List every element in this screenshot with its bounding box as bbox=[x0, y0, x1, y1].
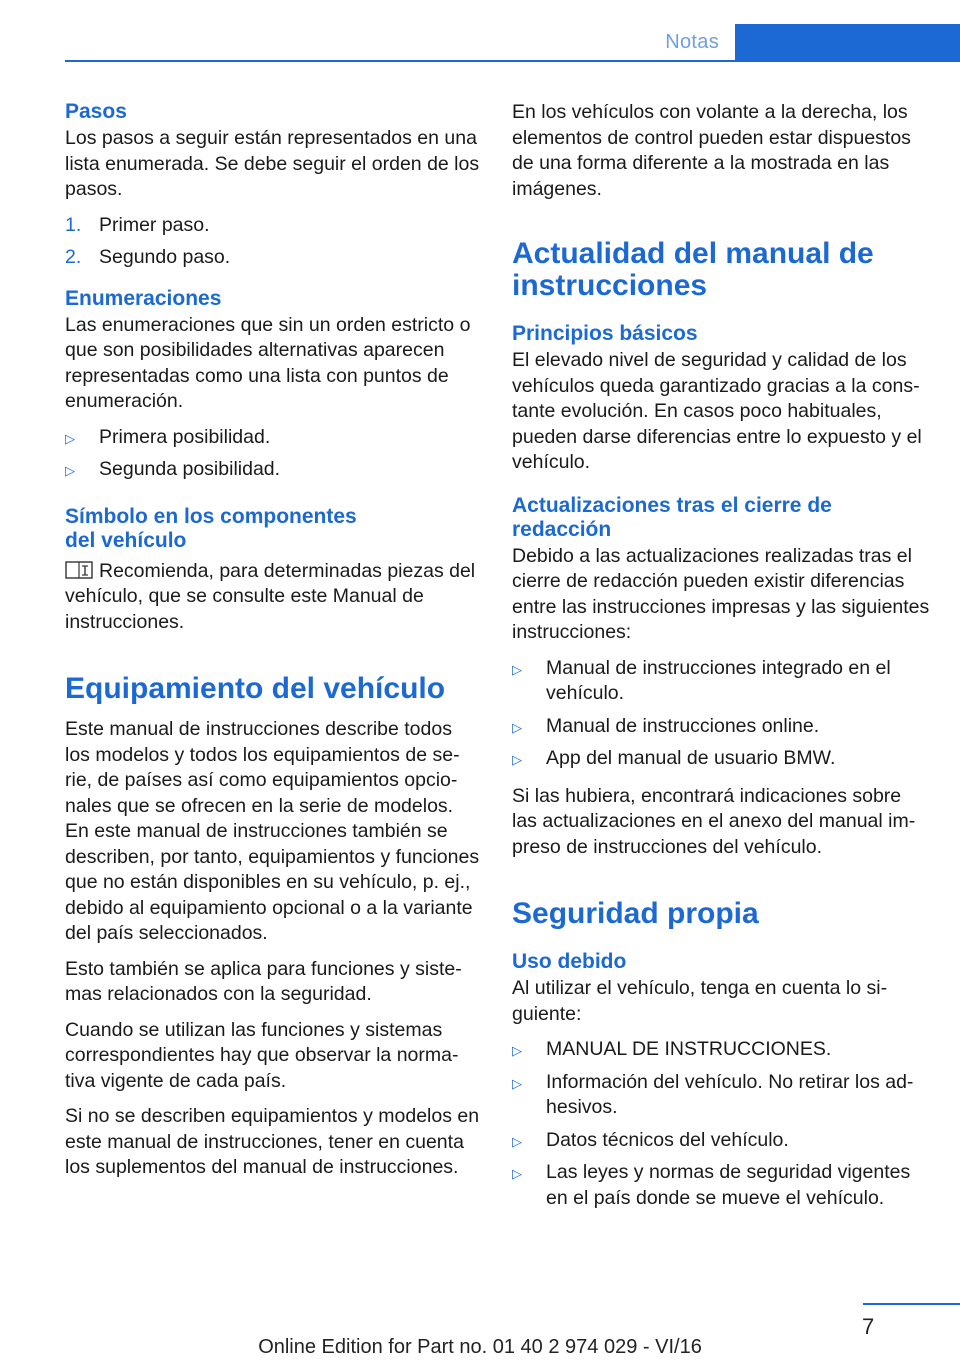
triangle-bullet-icon: ▷ bbox=[65, 430, 75, 446]
triangle-bullet-icon: ▷ bbox=[65, 463, 75, 478]
enum-text: Las enumeraciones que sin un orden estricto o que son posibilidades alternativas aparecen representadas como una lista con puntos de enumeración. bbox=[65, 313, 471, 412]
enum-heading: Enumeraciones bbox=[65, 286, 222, 310]
edition-footer: Online Edition for Part no. 01 40 2 974 029 - VI/16 bbox=[258, 1336, 702, 1358]
triangle-bullet-icon: ▷ bbox=[512, 752, 522, 767]
list-item bbox=[512, 714, 930, 740]
list-item-text: Segunda posibilidad. bbox=[99, 458, 281, 480]
header-rule bbox=[65, 60, 735, 62]
list-item bbox=[512, 1160, 930, 1211]
list-item bbox=[65, 425, 480, 451]
list-item-text: App del manual de usuario BMW. bbox=[546, 747, 836, 769]
section-title: Notas bbox=[665, 31, 719, 53]
symbol-heading-line-2: del vehículo bbox=[65, 528, 187, 552]
list-item bbox=[65, 213, 480, 239]
step-number: 2. bbox=[65, 246, 82, 268]
list-item-text: Primera posibilidad. bbox=[99, 425, 271, 448]
seguridad-heading: Seguridad propia bbox=[512, 897, 759, 930]
updates-text-2: Si las hubiera, encontrará indicaciones sobre las actualizaciones en el anexo del manual impreso de instrucciones del vehículo. bbox=[512, 784, 916, 858]
list-item-text: Datos técnicos del vehículo. bbox=[546, 1128, 789, 1151]
updates-heading: Actualizaciones tras el cierre de redacción bbox=[512, 493, 832, 541]
equip-paragraph-4: Si no se describen equipamientos y modelos en este manual de instrucciones, tener en cuenta los suplementos del manual de instrucciones. bbox=[65, 1105, 480, 1178]
principios-text: El elevado nivel de seguridad y calidad de los vehículos queda garantizado gracias a la constante evolución. En casos poco habituales, pueden darse diferencias entre lo expuesto y el vehículo. bbox=[512, 349, 922, 473]
manual-book-icon bbox=[65, 561, 93, 579]
list-item-text: Primer paso. bbox=[99, 213, 210, 236]
header-tab bbox=[735, 24, 960, 62]
equip-paragraph-2: Esto también se aplica para funciones y sistemas relacionados con la seguridad. bbox=[65, 957, 462, 1005]
steps-list bbox=[65, 213, 480, 271]
list-item bbox=[512, 1128, 930, 1154]
triangle-bullet-icon: ▷ bbox=[512, 1133, 522, 1149]
symbol-text: Recomienda, para determinadas piezas del vehículo, que se consulte este Manual de instrucciones. bbox=[65, 559, 476, 633]
triangle-bullet-icon: ▷ bbox=[512, 719, 522, 735]
uso-text: Al utilizar el vehículo, tenga en cuenta lo siguiente: bbox=[512, 977, 888, 1025]
list-item bbox=[512, 1037, 930, 1063]
equip-paragraph-3: Cuando se utilizan las funciones y sistemas correspondientes hay que observar la normativa vigente de cada país. bbox=[65, 1018, 459, 1092]
list-item bbox=[512, 1070, 930, 1121]
principios-heading: Principios básicos bbox=[512, 322, 698, 345]
list-item bbox=[65, 245, 480, 271]
list-item bbox=[65, 457, 480, 483]
right-column bbox=[512, 100, 930, 1223]
updates-list bbox=[512, 656, 930, 772]
triangle-bullet-icon: ▷ bbox=[512, 1166, 522, 1181]
symbol-heading bbox=[65, 505, 480, 553]
equip-paragraph-1: Este manual de instrucciones describe todos los modelos y todos los equipamientos de serie, de países así como equipamientos opcionales que se ofrecen en la serie de modelos. En este manual de instrucciones también se describen, por tanto, equipamientos y funciones que no están disponibles en su vehículo, p. ej., debido al equipamiento opcional o a la variante del país seleccionados. bbox=[65, 718, 480, 944]
left-column bbox=[65, 100, 480, 1191]
enum-list bbox=[65, 425, 480, 483]
pasos-text: Los pasos a seguir están representados en una lista enumerada. Se debe seguir el orden de los pasos. bbox=[65, 127, 480, 200]
equip-heading: Equipamiento del vehículo bbox=[65, 672, 446, 705]
updates-text: Debido a las actualizaciones realizadas tras el cierre de redacción pueden existir diferencias entre las instrucciones impresas y las siguientes instrucciones: bbox=[512, 544, 930, 643]
pasos-heading: Pasos bbox=[65, 100, 127, 123]
actualidad-heading: Actualidad del manual de instrucciones bbox=[512, 237, 874, 302]
page-number: 7 bbox=[862, 1314, 875, 1339]
list-item-text: Información del vehículo. No retirar los adhesivos. bbox=[546, 1070, 914, 1118]
uso-list bbox=[512, 1037, 930, 1211]
list-item-text: Manual de instrucciones integrado en el vehículo. bbox=[546, 656, 891, 704]
triangle-bullet-icon: ▷ bbox=[512, 1075, 522, 1091]
intro-text: En los vehículos con volante a la derecha, los elementos de control pueden estar dispuestos de una forma diferente a la mostrada en las imágenes. bbox=[512, 101, 911, 200]
step-number: 1. bbox=[65, 213, 82, 236]
list-item-text: Las leyes y normas de seguridad vigentes en el país donde se mueve el vehículo. bbox=[546, 1161, 911, 1209]
list-item bbox=[512, 746, 930, 772]
uso-heading: Uso debido bbox=[512, 950, 627, 973]
triangle-bullet-icon: ▷ bbox=[512, 1043, 522, 1058]
symbol-text-paragraph bbox=[65, 559, 480, 636]
list-item-text: Manual de instrucciones online. bbox=[546, 714, 820, 737]
list-item-text: MANUAL DE INSTRUCCIONES. bbox=[546, 1038, 832, 1060]
triangle-bullet-icon: ▷ bbox=[512, 661, 522, 677]
symbol-heading-line-1: Símbolo en los componentes bbox=[65, 504, 357, 528]
list-item-text: Segundo paso. bbox=[99, 246, 231, 268]
footer-rule bbox=[863, 1303, 960, 1305]
list-item bbox=[512, 656, 930, 707]
